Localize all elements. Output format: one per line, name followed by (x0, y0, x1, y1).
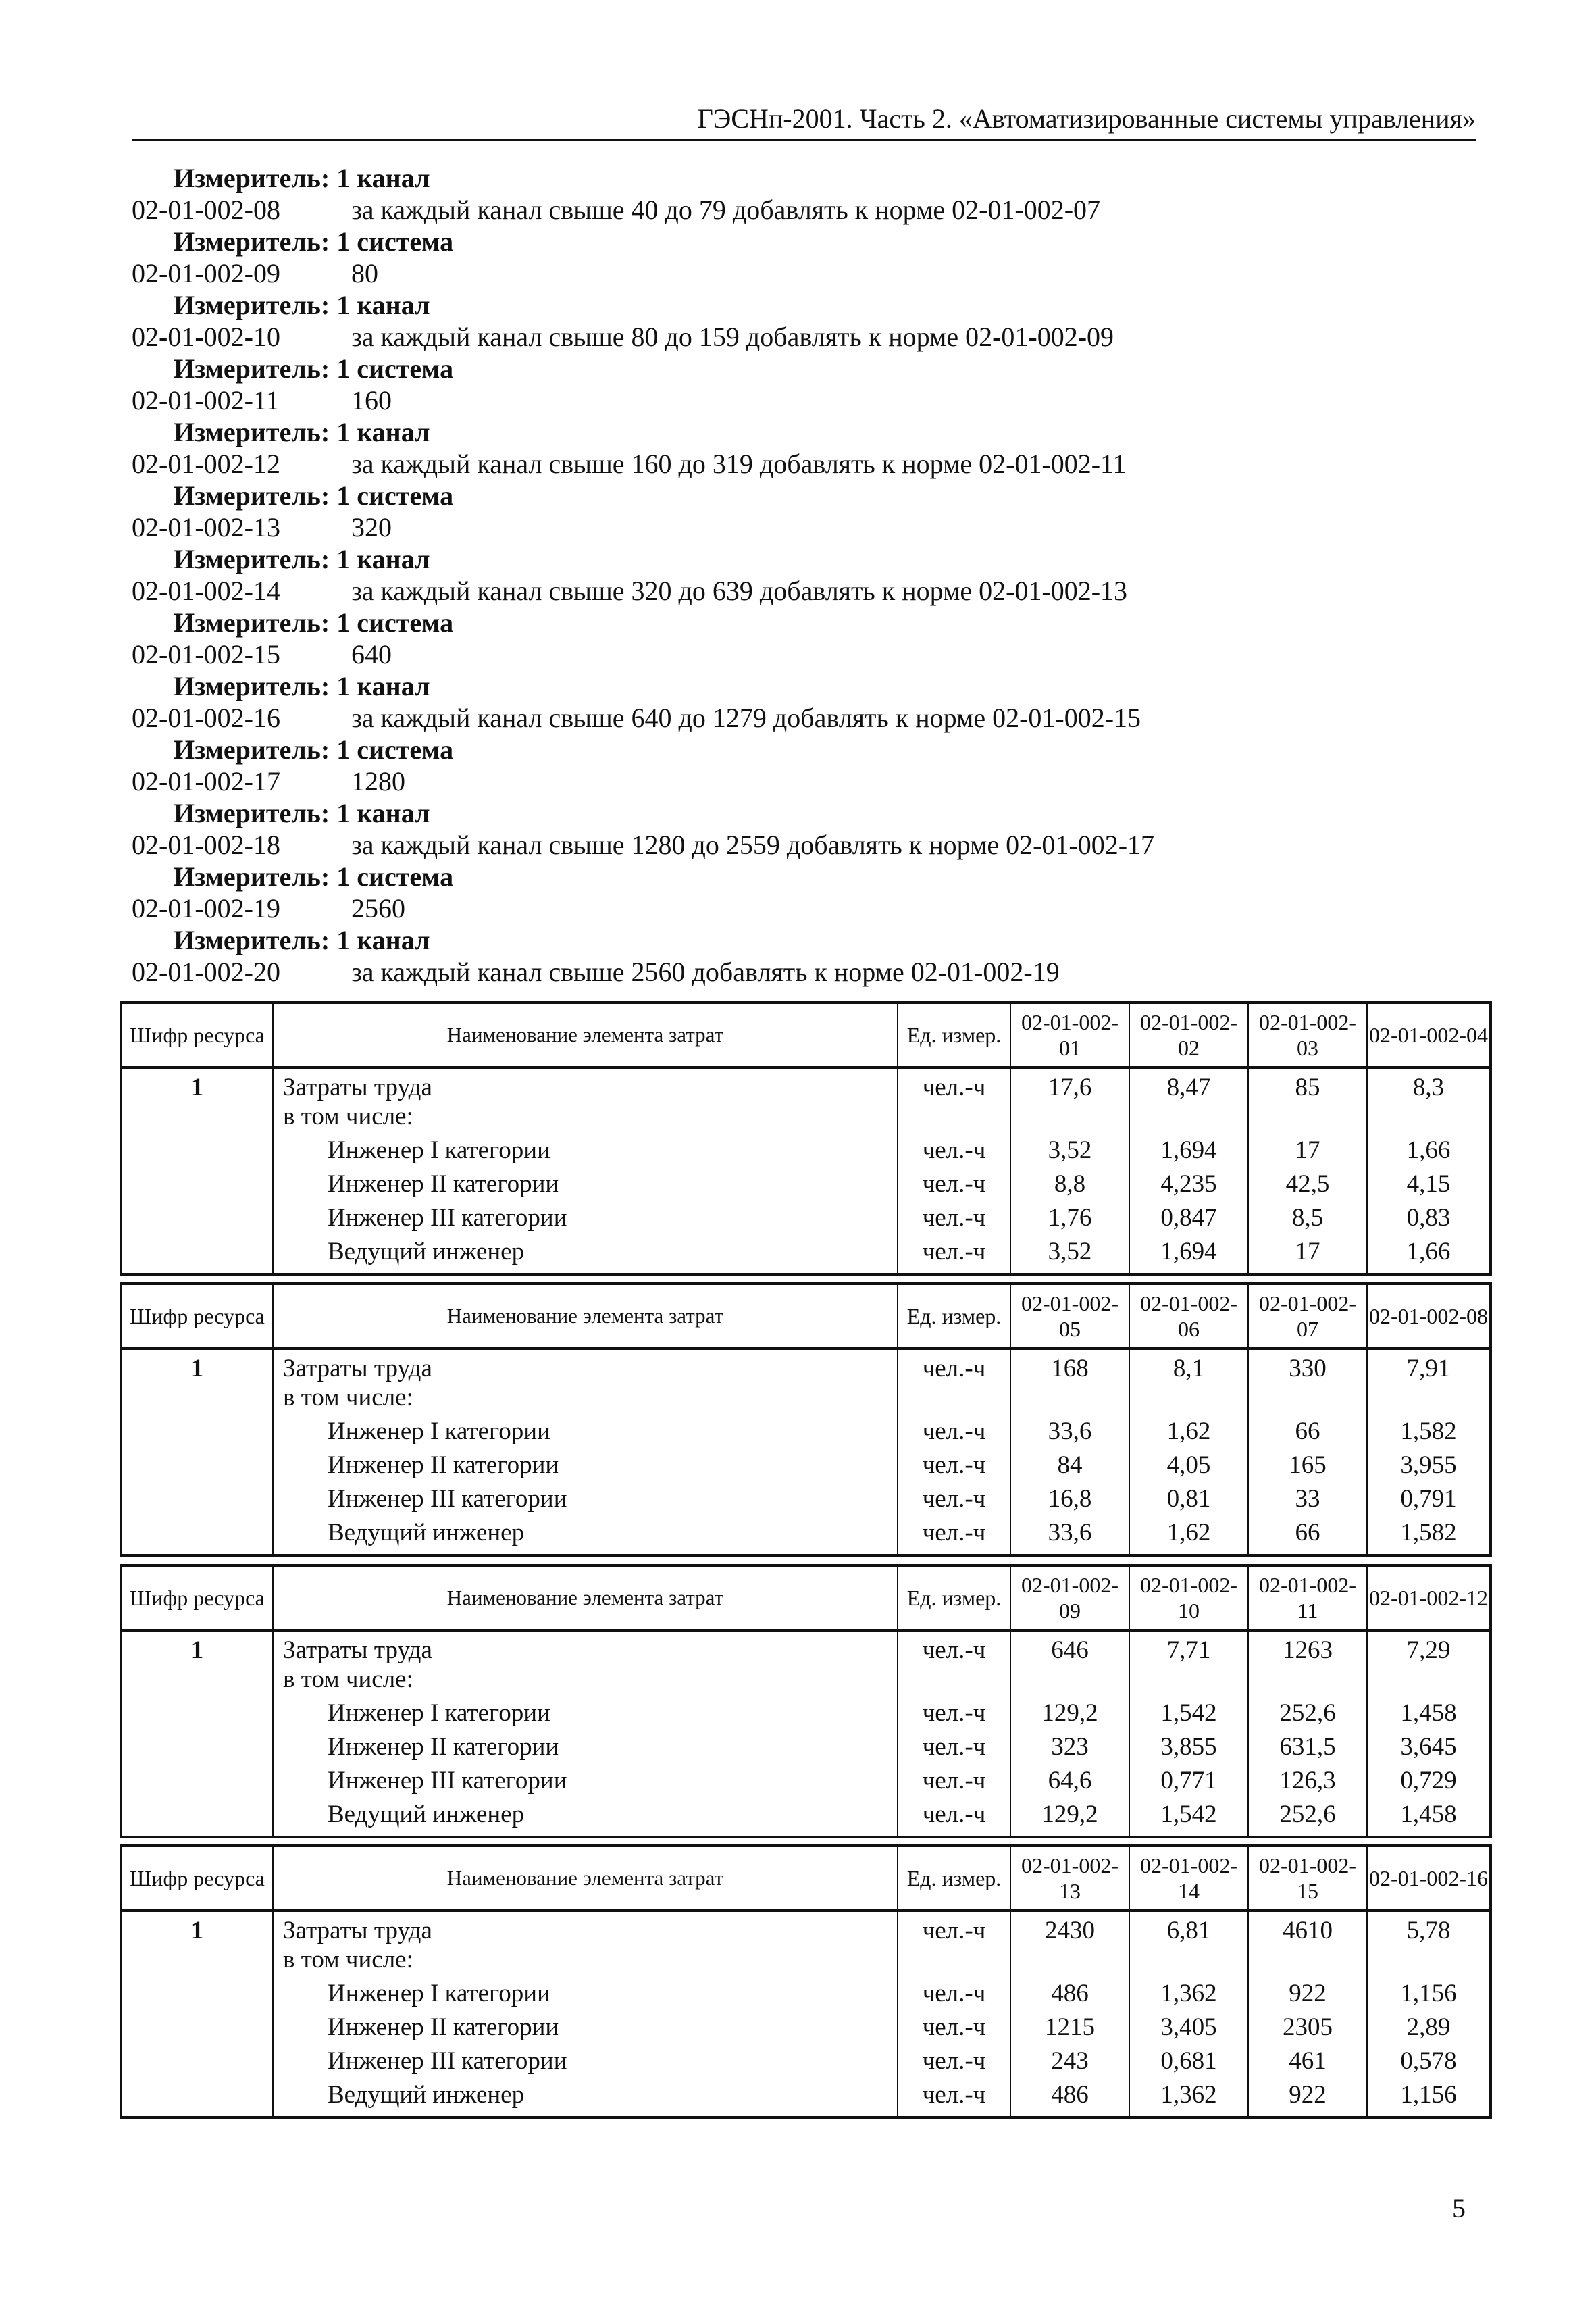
norm-line-2 (132, 226, 1476, 257)
cell-value (1248, 1102, 1367, 1136)
cell-value (1367, 1665, 1491, 1699)
cell-name: Затраты труда (273, 1067, 898, 1102)
norm-text: за каждый канал свыше 640 до 1279 добавлять к норме 02-01-002-15 (351, 703, 1141, 733)
cell-code (121, 1699, 273, 1732)
header-name: Наименование элемента затрат (273, 1846, 898, 1911)
cell-code (121, 1518, 273, 1555)
cell-value: 1,362 (1129, 1979, 1248, 2013)
norm-code: 02-01-002-15 (132, 639, 280, 670)
cell-value: 126,3 (1248, 1766, 1367, 1800)
cell-value: 1263 (1248, 1630, 1367, 1665)
cell-value: 5,78 (1367, 1911, 1491, 1945)
norm-line-1 (132, 194, 1476, 226)
norm-line-9 (132, 448, 1476, 480)
cell-value: 129,2 (1010, 1699, 1129, 1732)
norm-line-25 (132, 956, 1476, 988)
norm-line-12 (132, 543, 1476, 575)
cell-code (121, 1945, 273, 1979)
cell-value: 1,694 (1129, 1237, 1248, 1274)
table-row (121, 1979, 1491, 2013)
cell-unit: чел.-ч (898, 1417, 1010, 1451)
cell-value: 4610 (1248, 1911, 1367, 1945)
norm-line-7 (132, 384, 1476, 416)
cell-unit: чел.-ч (898, 1979, 1010, 2013)
cell-code: 1 (121, 1349, 273, 1383)
cell-code (121, 1665, 273, 1699)
cell-unit: чел.-ч (898, 2080, 1010, 2117)
cell-unit: чел.-ч (898, 1169, 1010, 1203)
cell-code (121, 1451, 273, 1484)
cell-name: Инженер III категории (273, 1484, 898, 1518)
cell-value: 66 (1248, 1417, 1367, 1451)
cell-value: 85 (1248, 1067, 1367, 1102)
cell-value: 7,29 (1367, 1630, 1491, 1665)
table-row (121, 1518, 1491, 1555)
cell-value: 486 (1010, 2080, 1129, 2117)
norm-line-13 (132, 575, 1476, 607)
cell-name: Затраты труда (273, 1630, 898, 1665)
cell-value: 2430 (1010, 1911, 1129, 1945)
cell-unit: чел.-ч (898, 1237, 1010, 1274)
norm-line-3 (132, 257, 1476, 289)
table-row (121, 1203, 1491, 1237)
cell-value: 17 (1248, 1136, 1367, 1169)
norm-text: 320 (351, 512, 392, 543)
cell-code (121, 1237, 273, 1274)
cell-value: 0,578 (1367, 2046, 1491, 2080)
cell-value: 8,8 (1010, 1169, 1129, 1203)
measure-label: Измеритель: 1 система (174, 607, 454, 638)
table-row (121, 1911, 1491, 1945)
norm-line-14 (132, 607, 1476, 638)
cell-value: 3,855 (1129, 1732, 1248, 1766)
cell-code (121, 2013, 273, 2046)
header-norm-column: 02-01-002-13 (1010, 1846, 1129, 1911)
table-row (121, 1169, 1491, 1203)
resource-table (120, 1282, 1492, 1557)
cell-code: 1 (121, 1911, 273, 1945)
cell-value: 1,542 (1129, 1699, 1248, 1732)
measure-label: Измеритель: 1 система (174, 480, 454, 511)
cell-name: Инженер I категории (273, 1979, 898, 2013)
norm-line-20 (132, 797, 1476, 829)
cell-value: 1,62 (1129, 1518, 1248, 1555)
cell-value: 0,729 (1367, 1766, 1491, 1800)
cell-value: 631,5 (1248, 1732, 1367, 1766)
cell-value: 6,81 (1129, 1911, 1248, 1945)
cell-code (121, 2080, 273, 2117)
cell-name: Инженер III категории (273, 1203, 898, 1237)
cell-value: 1,458 (1367, 1800, 1491, 1837)
header-norm-column: 02-01-002-10 (1129, 1565, 1248, 1630)
norm-text: 1280 (351, 766, 405, 797)
cell-value: 4,15 (1367, 1169, 1491, 1203)
cell-value: 922 (1248, 1979, 1367, 2013)
cell-name: Затраты труда (273, 1349, 898, 1383)
cell-value: 8,3 (1367, 1067, 1491, 1102)
cell-code (121, 1383, 273, 1417)
cell-value: 0,681 (1129, 2046, 1248, 2080)
cell-value (1129, 1665, 1248, 1699)
cell-value (1367, 1383, 1491, 1417)
cell-name: Инженер I категории (273, 1417, 898, 1451)
cell-unit: чел.-ч (898, 1766, 1010, 1800)
norm-text: за каждый канал свыше 320 до 639 добавлять к норме 02-01-002-13 (351, 576, 1128, 606)
table-row (121, 1102, 1491, 1136)
cell-unit: чел.-ч (898, 1136, 1010, 1169)
norm-line-18 (132, 734, 1476, 765)
cell-code (121, 1417, 273, 1451)
cell-name: Затраты труда (273, 1911, 898, 1945)
cell-name: Ведущий инженер (273, 1237, 898, 1274)
header-unit: Ед. измер. (898, 1846, 1010, 1911)
norm-code: 02-01-002-11 (132, 385, 280, 416)
cell-value: 0,847 (1129, 1203, 1248, 1237)
cell-value: 33,6 (1010, 1417, 1129, 1451)
cell-code: 1 (121, 1630, 273, 1665)
cell-unit: чел.-ч (898, 1518, 1010, 1555)
table-row (121, 1349, 1491, 1383)
cell-code (121, 1136, 273, 1169)
cell-name: Инженер III категории (273, 2046, 898, 2080)
header-code: Шифр ресурса (121, 1284, 273, 1349)
cell-value: 8,5 (1248, 1203, 1367, 1237)
measure-label: Измеритель: 1 канал (174, 290, 430, 320)
cell-name: Инженер III категории (273, 1766, 898, 1800)
table-row (121, 1417, 1491, 1451)
norm-line-0 (132, 162, 1476, 194)
cell-value (1010, 1665, 1129, 1699)
cell-value: 17 (1248, 1237, 1367, 1274)
table-row (121, 1732, 1491, 1766)
norm-text: за каждый канал свыше 80 до 159 добавлять к норме 02-01-002-09 (351, 322, 1114, 352)
header-name: Наименование элемента затрат (273, 1284, 898, 1349)
norm-line-11 (132, 511, 1476, 543)
cell-value (1010, 1102, 1129, 1136)
cell-value: 42,5 (1248, 1169, 1367, 1203)
cell-value: 7,91 (1367, 1349, 1491, 1383)
norm-code: 02-01-002-18 (132, 830, 280, 860)
cell-unit: чел.-ч (898, 1699, 1010, 1732)
header-norm-column: 02-01-002-11 (1248, 1565, 1367, 1630)
header-unit: Ед. измер. (898, 1565, 1010, 1630)
cell-value (1367, 1102, 1491, 1136)
header-norm-column: 02-01-002-04 (1367, 1003, 1491, 1067)
norm-text: за каждый канал свыше 2560 добавлять к норме 02-01-002-19 (351, 957, 1060, 987)
norm-line-23 (132, 892, 1476, 924)
cell-value: 3,405 (1129, 2013, 1248, 2046)
cell-value: 2,89 (1367, 2013, 1491, 2046)
header-norm-column: 02-01-002-15 (1248, 1846, 1367, 1911)
cell-code (121, 1800, 273, 1837)
measure-label: Измеритель: 1 система (174, 861, 454, 892)
cell-value (1010, 1945, 1129, 1979)
table-row (121, 1766, 1491, 1800)
header-unit: Ед. измер. (898, 1284, 1010, 1349)
measure-label: Измеритель: 1 канал (174, 417, 430, 447)
norm-code: 02-01-002-09 (132, 258, 280, 288)
norm-code: 02-01-002-14 (132, 576, 280, 606)
norm-text: за каждый канал свыше 160 до 319 добавлять к норме 02-01-002-11 (351, 449, 1127, 479)
cell-value: 1215 (1010, 2013, 1129, 2046)
table-row (121, 1383, 1491, 1417)
cell-unit (898, 1383, 1010, 1417)
cell-name: Инженер II категории (273, 1169, 898, 1203)
cell-unit: чел.-ч (898, 2046, 1010, 2080)
cell-value: 33 (1248, 1484, 1367, 1518)
header-norm-column: 02-01-002-14 (1129, 1846, 1248, 1911)
header-unit: Ед. измер. (898, 1003, 1010, 1067)
cell-value: 84 (1010, 1451, 1129, 1484)
cell-value: 3,52 (1010, 1237, 1129, 1274)
cell-code (121, 1102, 273, 1136)
cell-value (1248, 1383, 1367, 1417)
cell-unit: чел.-ч (898, 1203, 1010, 1237)
cell-value: 3,52 (1010, 1136, 1129, 1169)
header-norm-column: 02-01-002-08 (1367, 1284, 1491, 1349)
norm-text: 2560 (351, 893, 405, 924)
cell-unit: чел.-ч (898, 1800, 1010, 1837)
cell-value: 66 (1248, 1518, 1367, 1555)
table-row (121, 1136, 1491, 1169)
page-header: ГЭСНп-2001. Часть 2. «Автоматизированные системы управления» (132, 103, 1476, 141)
cell-code (121, 1484, 273, 1518)
cell-name: в том числе: (273, 1945, 898, 1979)
norm-line-6 (132, 353, 1476, 384)
norm-line-17 (132, 702, 1476, 734)
cell-value: 0,771 (1129, 1766, 1248, 1800)
norm-code: 02-01-002-20 (132, 957, 280, 987)
cell-name: в том числе: (273, 1665, 898, 1699)
norm-code: 02-01-002-19 (132, 893, 280, 924)
cell-unit (898, 1945, 1010, 1979)
cell-name: Инженер II категории (273, 1732, 898, 1766)
cell-value: 165 (1248, 1451, 1367, 1484)
norm-line-15 (132, 638, 1476, 670)
norm-code: 02-01-002-16 (132, 703, 280, 733)
measure-label: Измеритель: 1 система (174, 226, 454, 257)
cell-value (1248, 1665, 1367, 1699)
cell-value: 486 (1010, 1979, 1129, 2013)
cell-value: 323 (1010, 1732, 1129, 1766)
cell-value: 922 (1248, 2080, 1367, 2117)
cell-value: 3,645 (1367, 1732, 1491, 1766)
norm-code: 02-01-002-13 (132, 512, 280, 543)
cell-code (121, 1169, 273, 1203)
cell-name: Инженер I категории (273, 1699, 898, 1732)
norm-text: 640 (351, 639, 392, 670)
table-row (121, 1451, 1491, 1484)
table-row (121, 2046, 1491, 2080)
cell-value: 8,47 (1129, 1067, 1248, 1102)
cell-value: 7,71 (1129, 1630, 1248, 1665)
cell-value: 4,235 (1129, 1169, 1248, 1203)
measure-label: Измеритель: 1 система (174, 353, 454, 384)
table-row (121, 2013, 1491, 2046)
cell-name: Инженер II категории (273, 2013, 898, 2046)
cell-unit: чел.-ч (898, 1732, 1010, 1766)
cell-value: 0,791 (1367, 1484, 1491, 1518)
cell-code (121, 1203, 273, 1237)
norm-line-10 (132, 480, 1476, 511)
cell-value: 1,156 (1367, 2080, 1491, 2117)
cell-value: 1,66 (1367, 1237, 1491, 1274)
measure-label: Измеритель: 1 канал (174, 671, 430, 701)
cell-unit: чел.-ч (898, 1349, 1010, 1383)
cell-unit: чел.-ч (898, 2013, 1010, 2046)
cell-code (121, 1732, 273, 1766)
header-norm-column: 02-01-002-02 (1129, 1003, 1248, 1067)
norm-line-21 (132, 829, 1476, 861)
measure-label: Измеритель: 1 система (174, 734, 454, 765)
header-norm-column: 02-01-002-16 (1367, 1846, 1491, 1911)
cell-name: Ведущий инженер (273, 2080, 898, 2117)
cell-value: 1,362 (1129, 2080, 1248, 2117)
norm-text: за каждый канал свыше 40 до 79 добавлять к норме 02-01-002-07 (351, 195, 1101, 225)
cell-value: 1,76 (1010, 1203, 1129, 1237)
cell-value: 64,6 (1010, 1766, 1129, 1800)
header-code: Шифр ресурса (121, 1565, 273, 1630)
table-row (121, 1665, 1491, 1699)
cell-code (121, 1979, 273, 2013)
table-row (121, 1237, 1491, 1274)
cell-value (1129, 1383, 1248, 1417)
cell-value (1129, 1945, 1248, 1979)
norm-line-16 (132, 670, 1476, 702)
cell-value: 8,1 (1129, 1349, 1248, 1383)
table-row (121, 1484, 1491, 1518)
norm-line-24 (132, 924, 1476, 956)
cell-value: 4,05 (1129, 1451, 1248, 1484)
header-name: Наименование элемента затрат (273, 1565, 898, 1630)
measure-label: Измеритель: 1 канал (174, 798, 430, 828)
cell-name: Ведущий инженер (273, 1518, 898, 1555)
norm-code: 02-01-002-17 (132, 766, 280, 797)
header-norm-column: 02-01-002-07 (1248, 1284, 1367, 1349)
cell-value: 252,6 (1248, 1800, 1367, 1837)
cell-value: 1,694 (1129, 1136, 1248, 1169)
cell-value: 17,6 (1010, 1067, 1129, 1102)
cell-unit: чел.-ч (898, 1484, 1010, 1518)
resource-table (120, 1564, 1492, 1838)
cell-name: Инженер II категории (273, 1451, 898, 1484)
cell-value: 0,83 (1367, 1203, 1491, 1237)
cell-unit: чел.-ч (898, 1911, 1010, 1945)
table-row (121, 1800, 1491, 1837)
norm-code: 02-01-002-08 (132, 195, 280, 225)
norm-code: 02-01-002-12 (132, 449, 280, 479)
header-norm-column: 02-01-002-09 (1010, 1565, 1129, 1630)
cell-value: 646 (1010, 1630, 1129, 1665)
cell-value: 1,458 (1367, 1699, 1491, 1732)
resource-table (120, 1001, 1492, 1276)
norm-line-4 (132, 289, 1476, 321)
cell-unit: чел.-ч (898, 1067, 1010, 1102)
table-row (121, 1630, 1491, 1665)
cell-name: Ведущий инженер (273, 1800, 898, 1837)
cell-code (121, 1766, 273, 1800)
cell-value: 330 (1248, 1349, 1367, 1383)
norm-code: 02-01-002-10 (132, 322, 280, 352)
cell-value: 1,582 (1367, 1417, 1491, 1451)
page-number: 5 (1452, 2193, 1466, 2223)
cell-value: 2305 (1248, 2013, 1367, 2046)
cell-value: 3,955 (1367, 1451, 1491, 1484)
cell-value: 1,66 (1367, 1136, 1491, 1169)
cell-value: 1,542 (1129, 1800, 1248, 1837)
header-norm-column: 02-01-002-06 (1129, 1284, 1248, 1349)
header-code: Шифр ресурса (121, 1003, 273, 1067)
norm-text: за каждый канал свыше 1280 до 2559 добавлять к норме 02-01-002-17 (351, 830, 1155, 860)
norms-list (132, 162, 1476, 988)
cell-value (1248, 1945, 1367, 1979)
table-row (121, 1945, 1491, 1979)
norm-text: 160 (351, 385, 392, 416)
header-norm-column: 02-01-002-05 (1010, 1284, 1129, 1349)
cell-value: 0,81 (1129, 1484, 1248, 1518)
header-norm-column: 02-01-002-01 (1010, 1003, 1129, 1067)
cell-unit (898, 1102, 1010, 1136)
cell-value (1367, 1945, 1491, 1979)
norm-line-5 (132, 321, 1476, 353)
cell-value (1129, 1102, 1248, 1136)
table-row (121, 1699, 1491, 1732)
table-row (121, 2080, 1491, 2117)
cell-code: 1 (121, 1067, 273, 1102)
cell-value: 1,156 (1367, 1979, 1491, 2013)
header-code: Шифр ресурса (121, 1846, 273, 1911)
measure-label: Измеритель: 1 канал (174, 544, 430, 574)
header-name: Наименование элемента затрат (273, 1003, 898, 1067)
cell-code (121, 2046, 273, 2080)
cell-value: 1,582 (1367, 1518, 1491, 1555)
norm-line-19 (132, 765, 1476, 797)
norm-line-8 (132, 416, 1476, 448)
cell-name: в том числе: (273, 1383, 898, 1417)
header-norm-column: 02-01-002-03 (1248, 1003, 1367, 1067)
cell-value: 129,2 (1010, 1800, 1129, 1837)
measure-label: Измеритель: 1 канал (174, 925, 430, 955)
cell-value: 1,62 (1129, 1417, 1248, 1451)
cell-unit: чел.-ч (898, 1630, 1010, 1665)
norm-line-22 (132, 861, 1476, 892)
measure-label: Измеритель: 1 канал (174, 163, 430, 193)
resource-table (120, 1844, 1492, 2119)
cell-value: 168 (1010, 1349, 1129, 1383)
header-norm-column: 02-01-002-12 (1367, 1565, 1491, 1630)
cell-value: 33,6 (1010, 1518, 1129, 1555)
cell-unit (898, 1665, 1010, 1699)
cell-name: в том числе: (273, 1102, 898, 1136)
cell-value: 16,8 (1010, 1484, 1129, 1518)
cell-value: 252,6 (1248, 1699, 1367, 1732)
cell-value: 243 (1010, 2046, 1129, 2080)
cell-value (1010, 1383, 1129, 1417)
table-row (121, 1067, 1491, 1102)
cell-value: 461 (1248, 2046, 1367, 2080)
norm-text: 80 (351, 258, 378, 288)
cell-unit: чел.-ч (898, 1451, 1010, 1484)
cell-name: Инженер I категории (273, 1136, 898, 1169)
